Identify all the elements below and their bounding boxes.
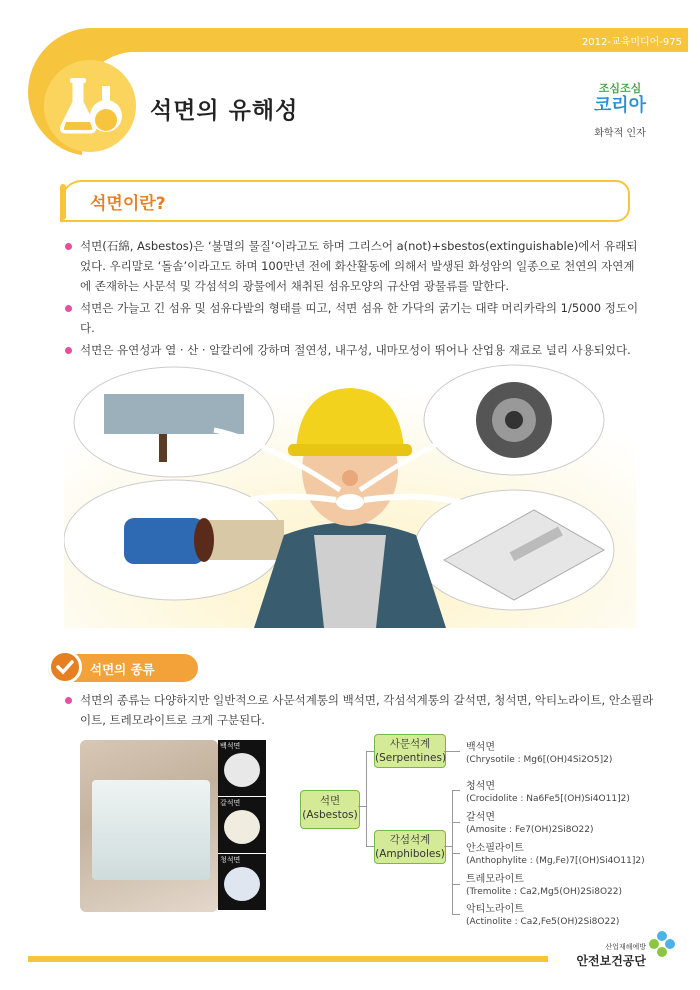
node-label: 석면 [319,795,341,807]
leaf-chrysotile [466,741,612,767]
sample-label: 청석면 [220,856,241,864]
section-title-asbestos-types: 석면의 종류 [90,662,155,677]
node-sublabel: (Serpentines) [375,752,447,764]
leaf-anthophyllite [466,842,645,868]
leaf-formula: (Crocidolite : Na6Fe5[(OH)Si4O11]2) [466,794,630,804]
leaf-tremolite [466,873,622,899]
leaf-name: 청석면 [466,781,495,792]
leaf-formula: (Tremolite : Ca2,Mg5(OH)2Si8O22) [466,887,622,897]
sample-amosite [218,797,266,853]
leaf-name: 트레모라이트 [466,874,524,885]
leaf-actinolite [466,903,619,929]
document-code: 2012-교육미디어-975 [581,37,682,48]
brand-logo [580,80,660,139]
node-asbestos [300,790,360,829]
connector [452,914,460,915]
bullet-item: 석면은 유연성과 열 · 산 · 알칼리에 강하며 절연성, 내구성, 내마모성이 뛰어나 산업용 재료로 널리 사용되었다. [64,340,644,360]
page-title: 석면의 유해성 [150,98,299,124]
bullet-item: 석면은 가늘고 긴 섬유 및 섬유다발의 형태를 띠고, 석면 섬유 한 가닥의 굵기는 대략 머리카락의 1/5000 정도이다. [64,298,644,338]
node-label: 사문석계 [389,738,431,750]
connector [452,822,460,823]
connector [444,846,452,847]
sample-label: 백석면 [220,742,241,750]
connector [366,846,374,847]
asbestos-sample-photo [80,740,218,912]
sample-label: 갈석면 [220,799,241,807]
leaf-formula: (Amosite : Fe7(OH)2Si8O22) [466,825,594,835]
kosha-cross-icon [648,930,676,958]
connector [358,806,366,807]
footer-bar [28,956,548,962]
connector [452,790,460,791]
node-amphiboles [374,830,446,864]
brand-category: 화학적 인자 [594,128,646,139]
connector [452,853,460,854]
sample-crocidolite [218,854,266,910]
brand-main-text: 코리아 [593,95,647,116]
brand-top-text: 조심조심 [598,82,642,95]
node-label: 각섬석계 [389,834,431,846]
connector [366,751,367,847]
section-heading-accent [60,184,66,220]
leaf-name: 갈석면 [466,812,495,823]
connector [444,751,460,752]
organization-subtitle: 산업재해예방 [605,943,646,951]
connector [452,790,453,914]
organization-logo [558,942,646,969]
intro-bullet-list [64,236,644,362]
leaf-amosite [466,811,594,837]
node-serpentines [374,734,446,768]
worker-illustration [64,360,636,628]
leaf-formula: (Chrysotile : Mg6[(OH)4Si2O5]2) [466,755,613,765]
flask-icon [44,60,136,152]
connector [452,884,460,885]
bullet-item: 석면의 종류는 다양하지만 일반적으로 사문석계통의 백석면, 각섬석계통의 갈석면, 청석면, 악티노라이트, 안소필라이트, 트레모라이트로 크게 구분된다. [64,690,664,730]
leaf-formula: (Actinolite : Ca2,Fe5(OH)2Si8O22) [466,917,620,927]
node-sublabel: (Amphiboles) [375,848,445,860]
leaf-name: 안소필라이트 [466,843,524,854]
leaf-name: 백석면 [466,742,495,753]
bullet-item: 석면(石綿, Asbestos)은 ‘불멸의 물질’이라고도 하며 그리스어 a(not)+sbestos(extinguishable)에서 유래되었다. 우리말로 ‘돌솜’이라고도 하며 100만년 전에 화산활동에 의해서 발생된 화성암의 일종으로 천연의 자연계에 존재하는 사문석 및 각섬석의 광물에서 채취된 섬유모양의 규산염 광물류를 말한다. [64,236,644,296]
node-sublabel: (Asbestos) [302,809,358,821]
asbestos-rock [92,780,210,880]
checkmark-icon [48,650,82,684]
connector [366,751,374,752]
types-bullet-list [64,690,664,732]
leaf-formula: (Anthophylite : (Mg,Fe)7[(OH)Si4O11]2) [466,856,645,866]
leaf-crocidolite [466,780,630,806]
leaf-name: 악티노라이트 [466,904,524,915]
organization-name: 안전보건공단 [576,954,646,968]
section-title-what-is-asbestos: 석면이란? [90,194,166,214]
sample-chrysotile [218,740,266,796]
